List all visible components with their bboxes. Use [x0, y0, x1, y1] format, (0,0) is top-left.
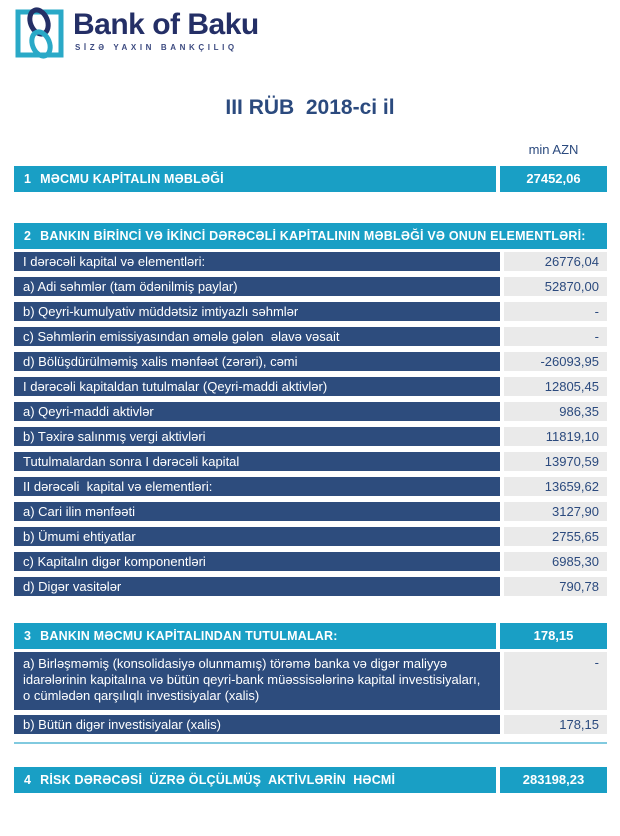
row-label: c) Səhmlərin emissiyasından əmələ gələn əlavə vəsait	[14, 327, 500, 346]
row-value: 13659,62	[504, 477, 607, 496]
section1-value: 27452,06	[500, 166, 607, 192]
section2-label	[14, 223, 607, 249]
table-row	[14, 652, 607, 710]
row-label: I dərəcəli kapital və elementləri:	[14, 252, 500, 271]
table-row	[14, 715, 607, 734]
section2-title: BANKIN BİRİNCİ VƏ İKİNCİ DƏRƏCƏLİ KAPİTALININ MƏBLƏĞİ VƏ ONUN ELEMENTLƏRİ:	[40, 229, 586, 243]
row-label: b) Təxirə salınmış vergi aktivləri	[14, 427, 500, 446]
row-value: 52870,00	[504, 277, 607, 296]
section3-label	[14, 623, 496, 649]
row-value: 6985,30	[504, 552, 607, 571]
chain-link-logo-icon	[14, 5, 66, 61]
section2-number: 2	[24, 229, 32, 243]
section1-bar	[14, 166, 607, 192]
page-title: III RÜB 2018-ci il	[225, 96, 395, 119]
table-row	[14, 552, 607, 571]
table-row	[14, 502, 607, 521]
row-label: a) Birləşməmiş (konsolidasiyə olunmamış) törəmə banka və digər maliyyə idarələrinin kapitalına və bütün qeyri-bank müəssisələrinə kapital investisiyaları, o cümlədən qarşılıqlı investisiyalar (xalis)	[14, 652, 500, 710]
row-value: -26093,95	[504, 352, 607, 371]
section1-title: MƏCMU KAPİTALIN MƏBLƏĞİ	[40, 172, 224, 186]
row-value: -	[504, 652, 607, 710]
row-value: 790,78	[504, 577, 607, 596]
section4-number: 4	[24, 773, 32, 787]
row-value: 13970,59	[504, 452, 607, 471]
row-value: 11819,10	[504, 427, 607, 446]
header	[0, 0, 620, 63]
section1-label	[14, 166, 496, 192]
section4-label	[14, 767, 496, 793]
table-row	[14, 427, 607, 446]
unit-row	[14, 142, 607, 157]
brand-block	[73, 5, 259, 52]
row-label: d) Digər vasitələr	[14, 577, 500, 596]
table-row	[14, 252, 607, 271]
row-label: Tutulmalardan sonra I dərəcəli kapital	[14, 452, 500, 471]
section4-value: 283198,23	[500, 767, 607, 793]
row-value: 3127,90	[504, 502, 607, 521]
row-value: -	[504, 327, 607, 346]
row-value: 986,35	[504, 402, 607, 421]
table-row	[14, 327, 607, 346]
row-value: 26776,04	[504, 252, 607, 271]
section3-title: BANKIN MƏCMU KAPİTALINDAN TUTULMALAR:	[40, 629, 338, 643]
capital-table	[14, 142, 607, 793]
table-row	[14, 377, 607, 396]
row-label: d) Bölüşdürülməmiş xalis mənfəət (zərəri), cəmi	[14, 352, 500, 371]
section3-bar	[14, 623, 607, 649]
row-label: b) Ümumi ehtiyatlar	[14, 527, 500, 546]
table-row	[14, 477, 607, 496]
row-label: II dərəcəli kapital və elementləri:	[14, 477, 500, 496]
section1-number: 1	[24, 172, 32, 186]
row-label: a) Adi səhmlər (tam ödənilmiş paylar)	[14, 277, 500, 296]
table-row	[14, 402, 607, 421]
table-row	[14, 527, 607, 546]
table-row	[14, 577, 607, 596]
table-row	[14, 352, 607, 371]
row-value: 178,15	[504, 715, 607, 734]
row-label: I dərəcəli kapitaldan tutulmalar (Qeyri-maddi aktivlər)	[14, 377, 500, 396]
section3-value: 178,15	[500, 623, 607, 649]
section4-bar	[14, 767, 607, 793]
row-value: -	[504, 302, 607, 321]
section-divider	[14, 742, 607, 744]
table-row	[14, 277, 607, 296]
row-value: 12805,45	[504, 377, 607, 396]
row-label: c) Kapitalın digər komponentləri	[14, 552, 500, 571]
row-label: a) Cari ilin mənfəəti	[14, 502, 500, 521]
row-label: a) Qeyri-maddi aktivlər	[14, 402, 500, 421]
unit-label: min AZN	[528, 142, 579, 157]
brand-name: Bank of Baku	[73, 8, 259, 41]
section3-number: 3	[24, 629, 32, 643]
section4-title: RİSK DƏRƏCƏSİ ÜZRƏ ÖLÇÜLMÜŞ AKTİVLƏRİN HƏCMİ	[40, 773, 396, 787]
row-value: 2755,65	[504, 527, 607, 546]
brand-tagline: SİZƏ YAXIN BANKÇILIQ	[75, 43, 238, 52]
row-label: b) Bütün digər investisiyalar (xalis)	[14, 715, 500, 734]
table-row	[14, 302, 607, 321]
row-label: b) Qeyri-kumulyativ müddətsiz imtiyazlı səhmlər	[14, 302, 500, 321]
table-row	[14, 452, 607, 471]
section2-bar	[14, 223, 607, 249]
